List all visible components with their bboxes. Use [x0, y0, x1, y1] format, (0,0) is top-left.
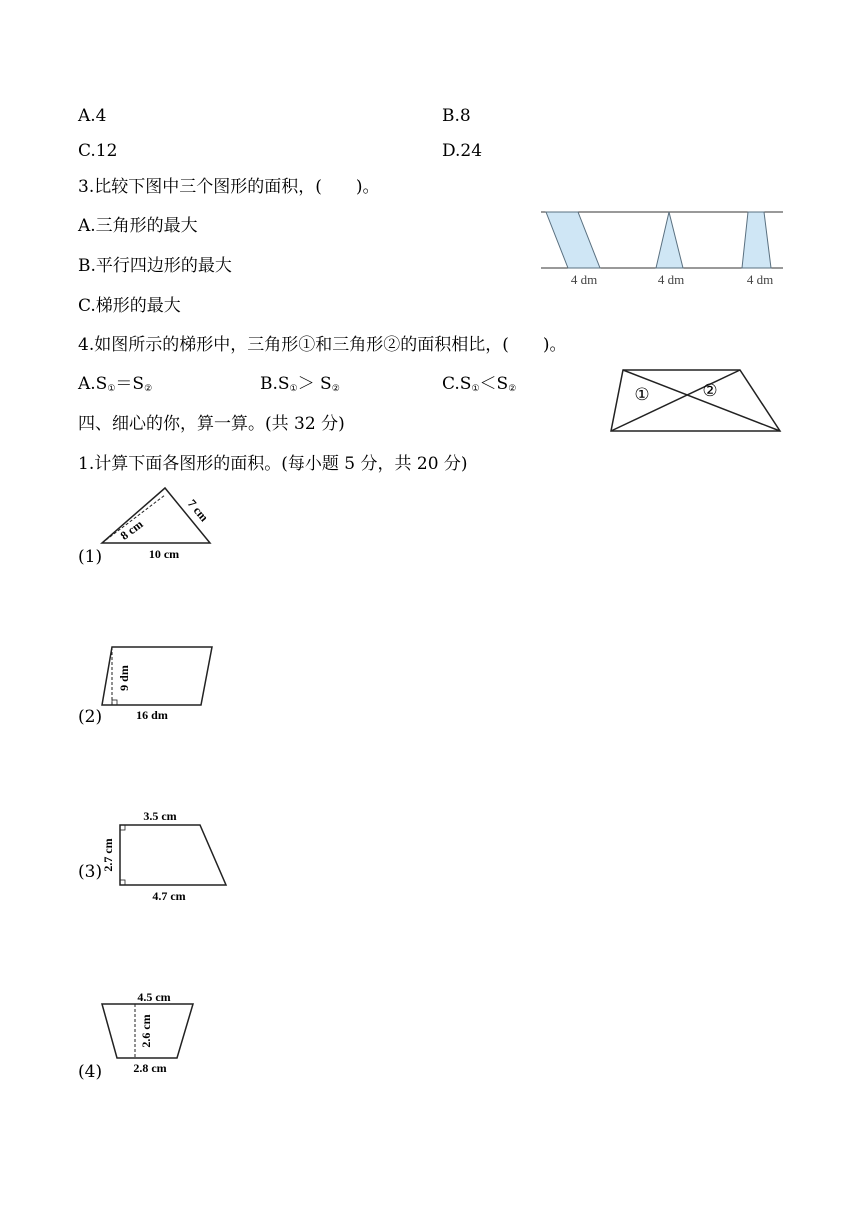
- q2-option-a[interactable]: A.4: [78, 106, 107, 126]
- q3-option-c[interactable]: C.梯形的最大: [78, 296, 181, 316]
- q2-option-d[interactable]: D.24: [442, 141, 483, 161]
- q4-option-c-op: ＜S: [479, 374, 509, 394]
- q3-option-b[interactable]: B.平行四边形的最大: [78, 256, 232, 276]
- q4-option-c-sub2: ②: [508, 384, 517, 394]
- q4-label-1: ①: [634, 385, 650, 404]
- trapezoid-height-label: 2.6 cm: [139, 1014, 153, 1048]
- right-trapezoid-height-label: 2.7 cm: [101, 838, 115, 872]
- parallelogram-height-label: 9 dm: [117, 665, 131, 691]
- q4-option-b-op: ＞ S: [297, 374, 332, 394]
- right-trapezoid-bottom-label: 4.7 cm: [152, 889, 186, 903]
- q3-option-a[interactable]: A.三角形的最大: [78, 216, 198, 236]
- figure-3-number: (3): [78, 862, 103, 882]
- triangle-base-label: 10 cm: [148, 547, 180, 561]
- figure-4-number: (4): [78, 1062, 103, 1082]
- q4-label-2: ②: [702, 381, 718, 400]
- section-heading: 四、细心的你，算一算。(共 32 分): [78, 414, 345, 434]
- q4-option-a-op: ＝S: [115, 374, 145, 394]
- q4-option-c-prefix: C.S: [442, 374, 472, 394]
- trapezoid-bottom-label: 2.8 cm: [133, 1061, 167, 1075]
- q4-option-c-sub1: ①: [471, 384, 480, 394]
- q4-option-b-sub2: ②: [331, 384, 340, 394]
- triangle-height-label: 8 cm: [117, 516, 146, 543]
- parallelogram-base-label: 16 dm: [136, 708, 168, 722]
- figure-2-number: (2): [78, 707, 103, 727]
- q4-stem: 4.如图所示的梯形中，三角形①和三角形②的面积相比，( )。: [78, 335, 567, 355]
- q2-option-c[interactable]: C.12: [78, 141, 118, 161]
- section-q1-stem: 1.计算下面各图形的面积。(每小题 5 分，共 20 分): [78, 454, 468, 474]
- trapezoid-top-label: 4.5 cm: [137, 990, 171, 1004]
- q3-stem: 3.比较下图中三个图形的面积，( )。: [78, 177, 380, 197]
- triangle-side-label: 7 cm: [184, 496, 212, 525]
- q3-label-2: 4 dm: [657, 272, 685, 287]
- q4-option-a-sub1: ①: [107, 384, 116, 394]
- q2-option-b[interactable]: B.8: [442, 106, 471, 126]
- q3-label-1: 4 dm: [570, 272, 598, 287]
- figure-1-number: (1): [78, 547, 103, 567]
- q4-option-a-sub2: ②: [144, 384, 153, 394]
- q4-option-a-prefix: A.S: [78, 374, 108, 394]
- right-trapezoid-top-label: 3.5 cm: [143, 809, 177, 823]
- q4-option-b-prefix: B.S: [260, 374, 290, 394]
- q4-option-b-sub1: ①: [289, 384, 298, 394]
- q3-label-3: 4 dm: [746, 272, 774, 287]
